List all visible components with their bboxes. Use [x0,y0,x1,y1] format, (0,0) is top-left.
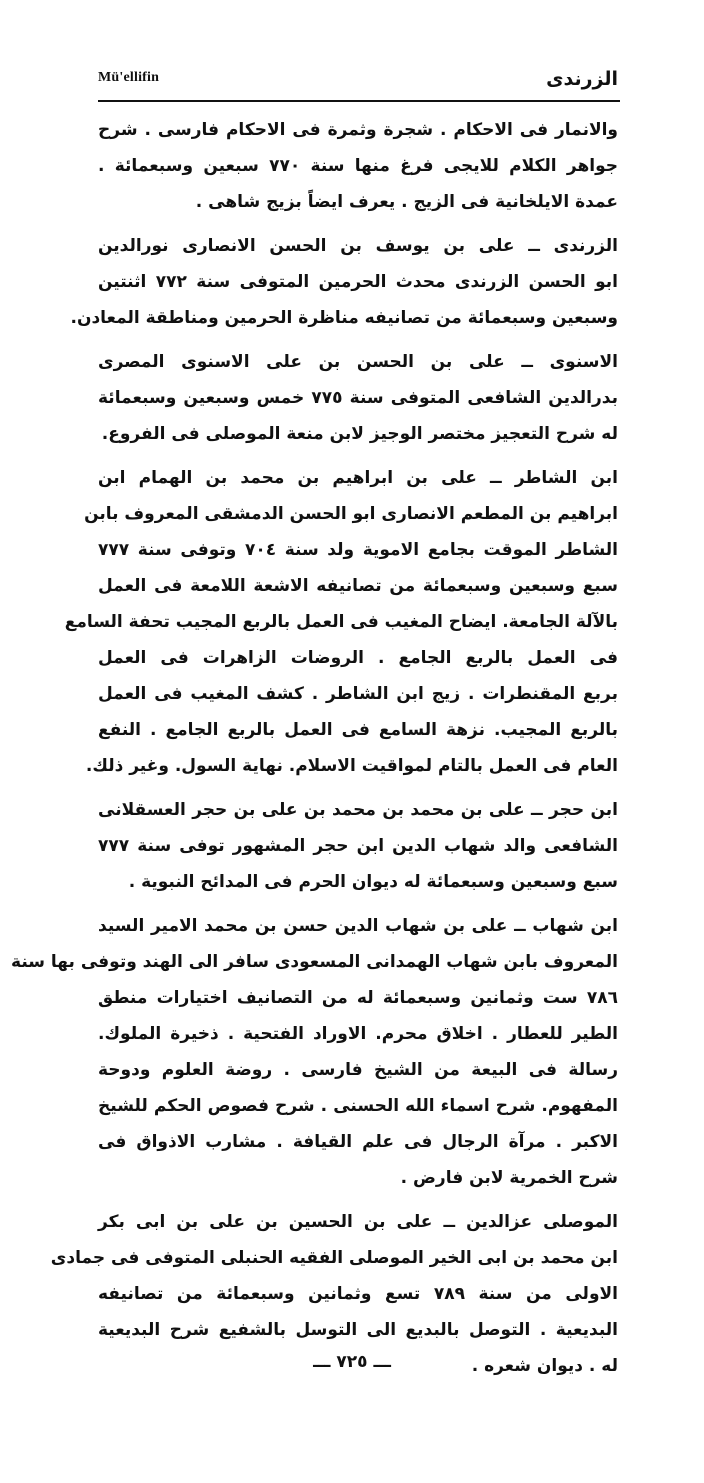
entry-text-line: بالآلة الجامعة. ايضاح المغيب فى العمل بالربع المجيب تحفة السامع [64,612,618,632]
entry-text-line: له . ديوان شعره . [471,1356,618,1376]
page-number: ـــ ٧٢٥ ـــ [313,1352,391,1372]
entry-text-line: جواهر الكلام للايجى فرغ منها سنة ٧٧٠ سبعين وسبعمائة . [98,156,619,176]
entry-text-line: ابو الحسن الزرندى محدث الحرمين المتوفى سنة ٧٧٢ اثنتين [98,272,618,292]
entry-heading-line: الاسنوى ــ على بن الحسن بن على الاسنوى المصرى [98,352,618,372]
entry-text-line: فى العمل بالربع الجامع . الروضات الزاهرات فى العمل [98,648,618,668]
entry-text-line: الاكبر . مرآة الرجال فى علم القيافة . مشارب الاذواق فى [98,1132,618,1152]
biography-entry [98,112,618,220]
entry-text-line: شرح الخمرية لابن فارض . [400,1168,618,1188]
running-head-latin: Mü'ellifin [98,70,160,85]
entry-text-line: بربع المقنطرات . زيج ابن الشاطر . كشف المغيب فى العمل [98,684,618,704]
running-head-arabic: الزرندى [546,68,618,90]
entry-text-line: وسبعين وسبعمائة من تصانيفه مناظرة الحرمين ومناطقة المعادن. [70,308,618,328]
entry-text-line: الشاطر الموقت بجامع الاموية ولد سنة ٧٠٤ وتوفى سنة ٧٧٧ [98,540,618,560]
running-head [98,68,618,98]
entry-heading-line: ابن شهاب ــ على بن شهاب الدين حسن بن محمد الامير السيد [98,916,618,936]
entry-heading-line: والانمار فى الاحكام . شجرة وثمرة فى الاحكام فارسى . شرح [98,120,618,140]
entry-text-line: المعروف بابن شهاب الهمدانى المسعودى سافر الى الهند وتوفى بها سنة [11,952,618,972]
entry-heading-line: ابن حجر ــ على بن محمد بن محمد بن على بن حجر العسقلانى [98,800,618,820]
entry-text-line: الشافعى والد شهاب الدين ابن حجر المشهور توفى سنة ٧٧٧ [98,836,618,856]
entry-text-line: بدرالدين الشافعى المتوفى سنة ٧٧٥ خمس وسبعين وسبعمائة [98,388,618,408]
biography-entry [98,792,618,900]
entry-text-line: سبع وسبعين وسبعمائة له ديوان الحرم فى المدائح النبوية . [128,872,618,892]
entry-text-line: ابراهيم بن المطعم الانصارى ابو الحسن الدمشقى المعروف بابن [84,504,618,524]
entry-text-line: الاولى من سنة ٧٨٩ تسع وثمانين وسبعمائة من تصانيفه [98,1284,618,1304]
biography-entry [98,344,618,452]
entry-text-line: المفهوم. شرح اسماء الله الحسنى . شرح فصوص الحكم للشيخ [98,1096,618,1116]
entry-text-line: البديعية . التوصل بالبديع الى التوسل بالشفيع شرح البديعية [98,1320,618,1340]
entry-text-line: ابن محمد بن ابى الخير الموصلى الفقيه الحنبلى المتوفى فى جمادى [50,1248,618,1268]
entry-text-line: العام فى العمل بالتام لمواقيت الاسلام. نهاية السول. وغير ذلك. [85,756,618,776]
biography-entry [64,460,618,784]
entry-heading-line: الزرندى ــ على بن يوسف بن الحسن الانصارى نورالدين [98,236,618,256]
entry-text-line: عمدة الايلخانية فى الزيج . يعرف ايضاً بزيج شاهى . [195,192,618,212]
entry-text-line: رسالة فى البيعة من الشيخ فارسى . روضة العلوم ودوحة [98,1060,618,1080]
entry-heading-line: ابن الشاطر ــ على بن ابراهيم بن محمد بن الهمام ابن [98,468,618,488]
entry-text-line: ٧٨٦ ست وثمانين وسبعمائة له من التصانيف اختيارات منطق [98,988,618,1008]
header-rule [98,100,620,102]
entry-heading-line: الموصلى عزالدين ــ على بن الحسين بن على بن ابى بكر [98,1212,618,1232]
biography-entry [11,908,618,1196]
entry-text-line: الطير للعطار . اخلاق محرم. الاوراد الفتحية . ذخيرة الملوك. [98,1024,618,1044]
entry-text-line: بالربع المجيب. نزهة السامع فى العمل بالربع الجامع . النفع [98,720,618,740]
entry-text-line: له شرح التعجيز مختصر الوجيز لابن منعة الموصلى فى الفروع. [101,424,618,444]
text-body [11,112,619,1384]
biography-entry [70,228,618,336]
entry-text-line: سبع وسبعين وسبعمائة من تصانيفه الاشعة اللامعة فى العمل [98,576,618,596]
